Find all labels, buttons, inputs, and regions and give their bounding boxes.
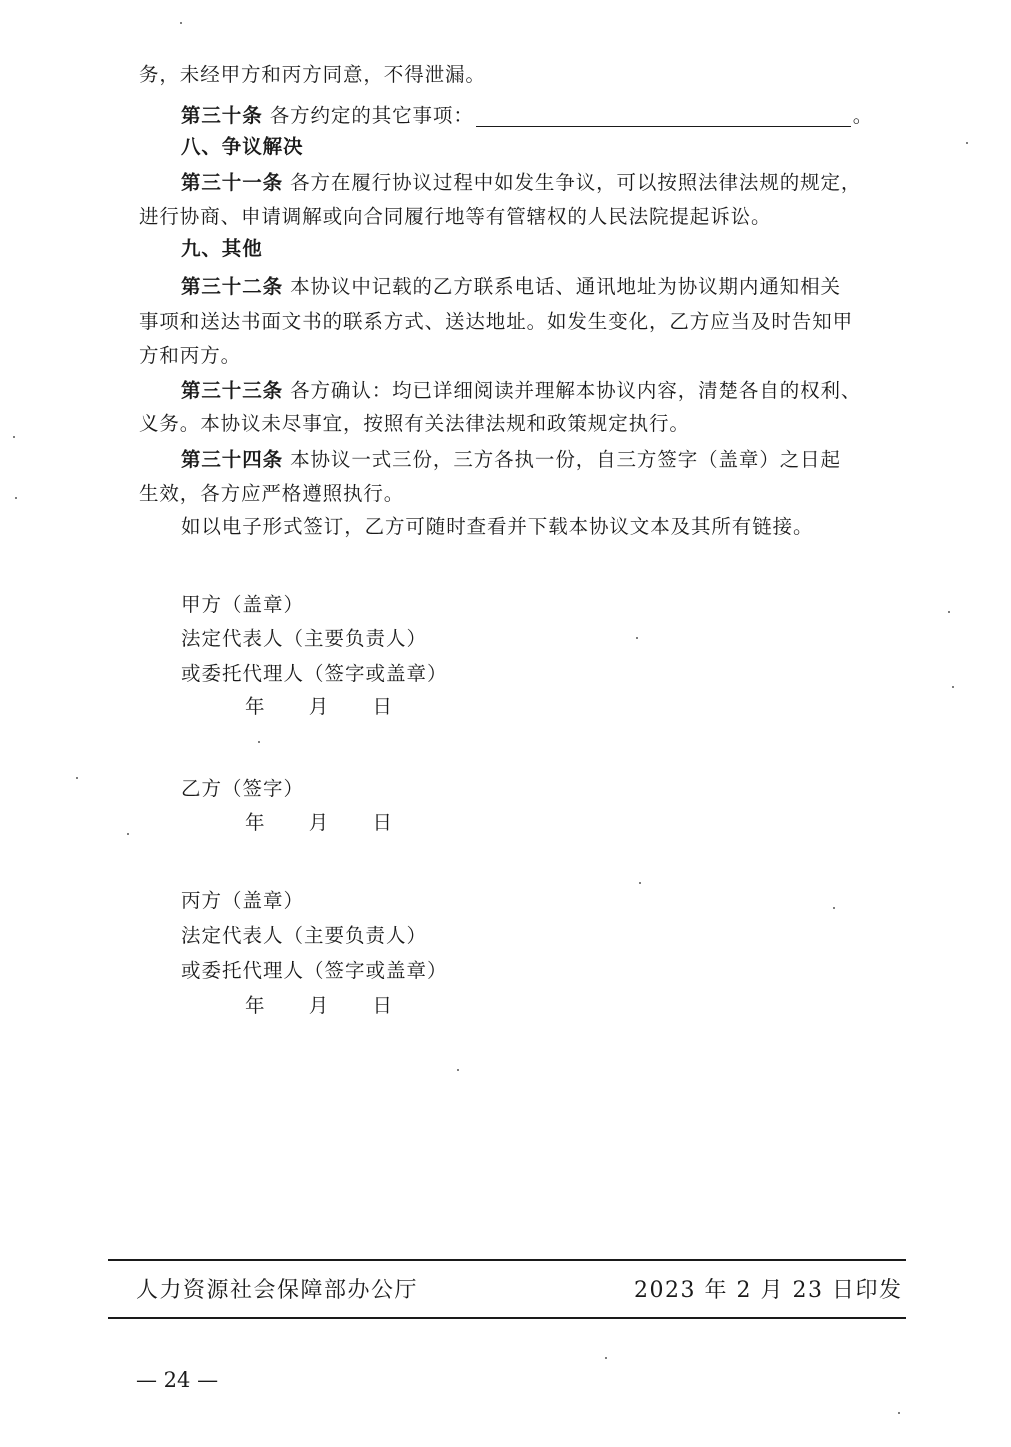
party-a-rep-text: 法定代表人（主要负责人） [181,627,428,650]
party-b-date-month: 月 [308,811,330,834]
party-c-date-year: 年 [245,994,266,1017]
fill-in-blank-line [476,106,851,127]
article-34-line-1 [181,443,841,477]
party-b-date [245,806,393,840]
section-8-title: 八、争议解决 [181,135,304,158]
party-c-rep [181,919,427,953]
issue-date: 2023 年 2 月 23 日印发 [634,1278,903,1303]
footer-bottom-rule [108,1317,906,1319]
party-a-date-year: 年 [245,695,266,718]
article-33-text-2: 义务。本协议未尽事宜，按照有关法律法规和政策规定执行。 [139,412,690,435]
article-32-text-1: 本协议中记载的乙方联系电话、通讯地址为协议期内通知相关 [290,275,841,298]
scan-speck [258,741,260,743]
article-33-line-2 [139,407,690,441]
party-c-title-text: 丙方（盖章） [181,889,305,912]
article-34-line-2 [139,477,404,511]
party-a-title-text: 甲方（盖章） [181,593,305,616]
party-a-agent [181,657,448,691]
party-c-agent [181,954,448,988]
party-c-title [181,884,304,918]
continuation-line [139,58,486,92]
party-a-date-month: 月 [308,695,330,718]
section-9-title: 九、其他 [181,237,263,260]
article-32-line-2 [139,305,853,339]
article-30-text: 各方约定的其它事项： [269,104,474,127]
electronic-signing-text: 如以电子形式签订，乙方可随时查看并下载本协议文本及其所有链接。 [181,515,814,538]
scan-speck [966,142,968,144]
article-32-label: 第三十二条 [181,275,284,298]
article-31-line-1 [181,166,861,200]
scan-speck [636,637,638,639]
article-30 [181,99,873,133]
scan-speck [76,777,78,779]
article-33-text-1: 各方确认：均已详细阅读并理解本协议内容，清楚各自的权利、 [290,379,862,402]
party-a-agent-text: 或委托代理人（签字或盖章） [181,662,448,685]
section-9-heading [181,232,263,266]
scan-speck [952,686,954,688]
article-34-text-1: 本协议一式三份，三方各执一份，自三方签字（盖章）之日起 [290,448,841,471]
party-c-rep-text: 法定代表人（主要负责人） [181,924,428,947]
party-c-date-day: 日 [372,994,393,1017]
party-a-title [181,588,304,622]
scan-speck [457,1069,459,1071]
article-30-end: 。 [852,104,874,127]
article-34-label: 第三十四条 [181,448,284,471]
issuer-name: 人力资源社会保障部办公厅 [136,1278,419,1303]
electronic-signing-note [181,510,813,544]
party-c-date [245,989,393,1023]
party-a-rep [181,622,427,656]
article-34-text-2: 生效，各方应严格遵照执行。 [139,482,405,505]
party-a-date-day: 日 [372,695,393,718]
scan-speck [13,436,15,438]
scan-speck [833,907,835,909]
article-32-line-3 [139,339,241,373]
article-32-text-3: 方和丙方。 [139,344,242,367]
article-31-text-1: 各方在履行协议过程中如发生争议，可以按照法律法规的规定， [290,171,862,194]
article-33-line-1 [181,374,861,408]
party-b-date-day: 日 [372,811,393,834]
scan-speck [127,833,129,835]
article-31-text-2: 进行协商、申请调解或向合同履行地等有管辖权的人民法院提起诉讼。 [139,205,772,228]
party-c-agent-text: 或委托代理人（签字或盖章） [181,959,448,982]
article-31-label: 第三十一条 [181,171,284,194]
party-a-date [245,690,393,724]
scan-speck [948,611,950,613]
scan-speck [15,497,17,499]
footer-top-rule [108,1259,906,1261]
party-c-date-month: 月 [308,994,330,1017]
party-b-title-text: 乙方（签字） [181,777,305,800]
section-8-heading [181,130,303,164]
page-number: — 24 — [136,1368,219,1392]
article-31-line-2 [139,200,771,234]
scan-speck [180,22,182,24]
party-b-date-year: 年 [245,811,266,834]
scan-speck [898,1412,900,1414]
article-32-text-2: 事项和送达书面文书的联系方式、送达地址。如发生变化，乙方应当及时告知甲 [139,310,854,333]
article-30-label: 第三十条 [181,104,263,127]
scan-speck [639,882,641,884]
scan-speck [605,1357,607,1359]
article-32-line-1 [181,270,841,304]
continuation-text: 务，未经甲方和丙方同意，不得泄漏。 [139,63,486,86]
party-b-title [181,772,304,806]
article-33-label: 第三十三条 [181,379,284,402]
